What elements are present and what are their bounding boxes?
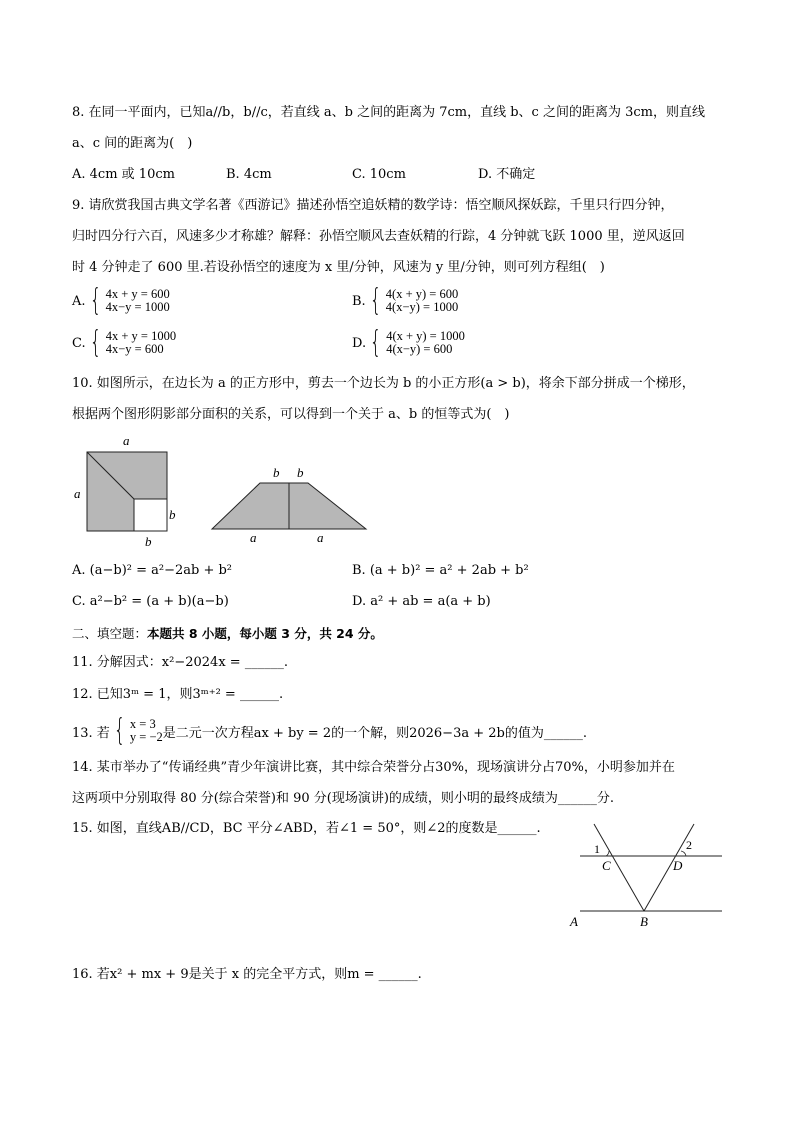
trapezoid-label-b2: b [297,465,304,480]
square-label-b-bottom: b [145,534,152,549]
q11: 11. 分解因式：x²−2024x = ______. [72,655,288,670]
equation: x = 3 [129,717,156,731]
brace-icon: { [89,325,101,360]
trapezoid-label-a2: a [317,530,324,545]
q10-figure [70,430,390,555]
equation: 4x−y = 1000 [105,300,170,314]
equation: 4(x + y) = 1000 [386,329,465,343]
trapezoid-label-b1: b [273,465,280,480]
q13-post: 是二元一次方程ax + by = 2的一个解，则2026−3a + 2b的值为______. [162,725,587,741]
q10-option-d: D. a² + ab = a(a + b) [352,594,491,609]
equation: 4(x + y) = 600 [385,287,459,301]
brace-icon: { [113,713,126,748]
equation: y = −2 [129,730,163,744]
point-label-a: A [570,914,578,929]
section-title: 二、填空题： [72,626,148,641]
q12: 12. 已知3ᵐ = 1，则3ᵐ⁺² = ______. [72,687,284,702]
q16: 16. 若x² + mx + 9是关于 x 的完全平方式，则m = ______. [72,967,422,982]
option-label: B. [352,293,366,309]
q10-line1: 10. 如图所示，在边长为 a 的正方形中，剪去一个边长为 b 的小正方形(a > b)，将余下部分拼成一个梯形， [72,376,695,391]
square-label-a-top: a [123,433,130,448]
q8-option-c: C. 10cm [352,167,406,182]
option-label: A. [72,293,86,309]
option-label: D. [352,335,367,351]
point-label-b: B [640,914,648,929]
point-label-d: D [673,858,683,873]
option-label: C. [72,335,86,351]
point-label-c: C [602,858,611,873]
brace-icon: { [369,325,382,360]
q9-line2: 归时四分行六百，风速多少才称雄？解释：孙悟空顺风去查妖精的行踪，4 分钟就飞跃 1000 里，逆风返回 [72,229,685,244]
brace-icon: { [369,283,381,318]
q9-line3: 时 4 分钟走了 600 里.若设孙悟空的速度为 x 里/分钟，风速为 y 里/分钟，则可列方程组( ) [72,260,605,275]
q8-option-d: D. 不确定 [478,167,536,182]
equation: 4x + y = 1000 [105,329,177,343]
q9-option-b [352,283,459,318]
q13 [72,713,587,748]
q8-line1: 8. 在同一平面内，已知a//b，b//c，若直线 a、b 之间的距离为 7cm，直线 b、c 之间的距离为 3cm，则直线 [72,105,705,120]
angle-label-2: 2 [686,838,692,852]
q9-option-a [72,283,170,318]
equation: 4x−y = 600 [105,342,164,356]
q14-line2: 这两项中分别取得 80 分(综合荣誉)和 90 分(现场演讲)的成绩，则小明的最终成绩为______分. [72,791,615,806]
small-square [134,499,167,531]
q9-option-d [352,325,465,360]
angle-label-1: 1 [594,842,600,856]
q8-option-b: B. 4cm [226,167,272,182]
q9-option-c [72,325,177,360]
q10-option-c: C. a²−b² = (a + b)(a−b) [72,594,229,609]
q15-figure [560,820,730,935]
trapezoid-label-a1: a [250,530,257,545]
brace-icon: { [89,283,101,318]
equation: 4(x−y) = 1000 [385,300,459,314]
square-label-a-left: a [74,486,81,501]
q13-pre: 13. 若 [72,725,110,741]
q14-line1: 14. 某市举办了“传诵经典”青少年演讲比赛，其中综合荣誉分占30%，现场演讲分占70%，小明参加并在 [72,760,675,775]
equation: 4(x−y) = 600 [386,342,453,356]
q15-text: 15. 如图，直线AB//CD，BC 平分∠ABD，若∠1 = 50°，则∠2的度数是______. [72,821,541,836]
q8-option-a: A. 4cm 或 10cm [72,167,175,182]
section-heading [72,624,383,642]
q10-option-a: A. (a−b)² = a²−2ab + b² [72,563,233,578]
q8-line2: a、c 间的距离为( ) [72,136,193,151]
section-desc: 本题共 8 小题，每小题 3 分，共 24 分。 [147,626,383,641]
equation: 4x + y = 600 [105,287,170,301]
q10-line2: 根据两个图形阴影部分面积的关系，可以得到一个关于 a、b 的恒等式为( ) [72,407,510,422]
q9-line1: 9. 请欣赏我国古典文学名著《西游记》描述孙悟空追妖精的数学诗：悟空顺风探妖踪，千里只行四分钟， [72,198,674,213]
q10-option-b: B. (a + b)² = a² + 2ab + b² [352,563,529,578]
square-label-b-right: b [169,507,176,522]
angle1-arc [606,851,609,856]
